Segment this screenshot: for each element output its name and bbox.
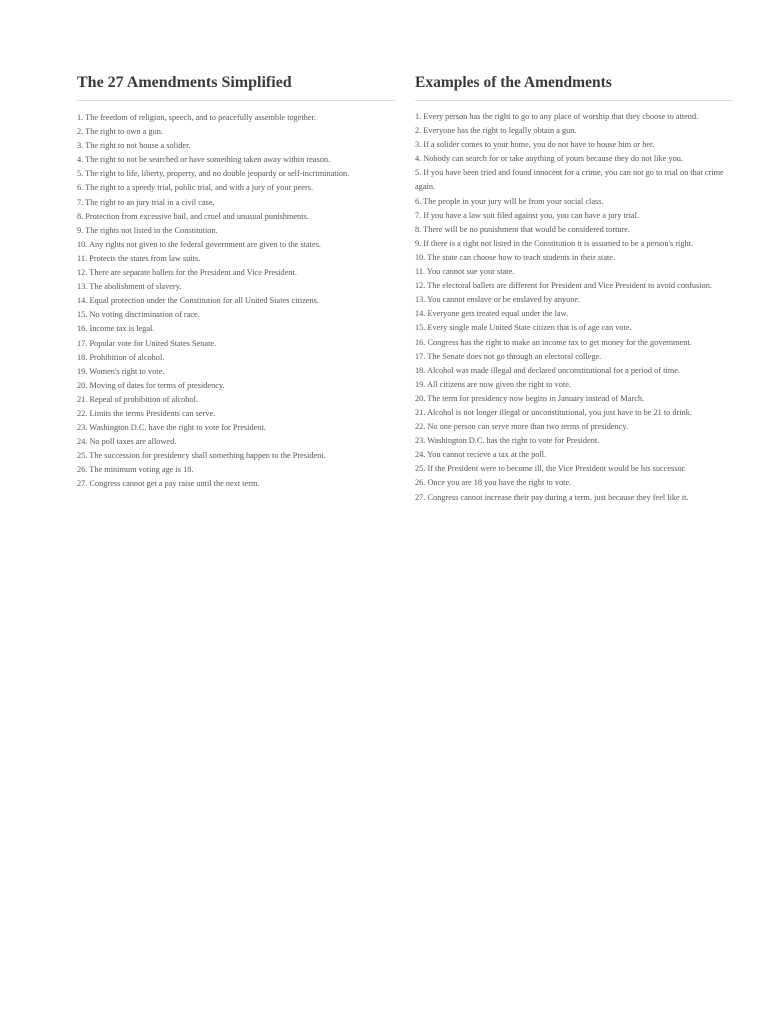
amendment-example-item: 24. You cannot recieve a tax at the poll.	[415, 450, 547, 460]
amendment-summary-item: 22. Limits the terms Presidents can serve.	[77, 408, 216, 418]
amendment-summary-item: 20. Moving of dates for terms of presidency.	[77, 380, 225, 390]
amendment-example-item: 27. Congress cannot increase their pay during a term, just because they feel like it.	[415, 492, 689, 502]
amendment-example-item: 4. Nobody can search for or take anything of yours because they do not like you.	[415, 154, 683, 164]
amendment-example-item: 18. Alcohol was made illegal and declared unconstitutional for a period of time.	[415, 365, 680, 375]
amendment-summary-item: 1. The freedom of religion, speech, and to peacefully assemble together.	[77, 113, 316, 122]
amendment-example-item: 17. The Senate does not go through an electoral college.	[415, 351, 602, 361]
amendment-summary-item: 3. The right to not house a solider.	[77, 141, 191, 151]
amendment-summary-item: 2. The right to own a gun.	[77, 127, 164, 137]
amendment-summary-item: 24. No poll taxes are allowed.	[77, 437, 177, 447]
amendment-examples-list	[415, 110, 733, 505]
amendment-example-item: 13. You cannot enslave or be enslaved by anyone.	[415, 295, 581, 305]
amendment-example-item: 21. Alcohol is not longer illegal or unconstitutional, you just have to be 21 to drink.	[415, 407, 692, 417]
simplified-amendments-title: The 27 Amendments Simplified	[77, 72, 395, 101]
amendment-example-item: 8. There will be no punishment that would be considered torture.	[415, 224, 631, 234]
amendment-summary-item: 16. Income tax is legal.	[77, 324, 155, 334]
amendment-example-item: 2. Everyone has the right to legally obtain a gun.	[415, 126, 577, 136]
amendment-example-item: 10. The state can choose how to teach students in their state.	[415, 252, 616, 262]
amendment-example-item: 12. The electoral ballets are different for President and Vice President to avoid confusion.	[415, 281, 712, 291]
amendment-example-item: 15. Every single male United State citizen that is of age can vote.	[415, 323, 632, 333]
amendment-example-item: 3. If a solider comes to your home, you do not have to house him or her.	[415, 140, 655, 150]
amendment-summary-item: 6. The right to a speedy trial, public trial, and with a jury of your peers.	[77, 183, 314, 193]
amendment-examples-column	[415, 72, 733, 505]
amendment-example-item: 19. All citizens are now given the right to vote.	[415, 379, 571, 389]
amendment-example-item: 11. You cannot sue your state.	[415, 267, 515, 277]
amendment-summary-item: 26. The minimum voting age is 18.	[77, 465, 194, 475]
amendment-example-item: 23. Washington D.C. has the right to vote for President.	[415, 436, 600, 446]
simplified-amendments-list	[77, 111, 395, 492]
amendment-summary-item: 7. The right to an jury trial in a civil case.	[77, 197, 215, 207]
amendment-summary-item: 19. Women's right to vote.	[77, 366, 165, 376]
amendment-example-item: 20. The term for presidency now begins in January instead of March.	[415, 393, 645, 403]
amendment-summary-item: 25. The succession for presidency shall something happen to the President.	[77, 451, 326, 461]
amendment-example-item: 7. If you have a law suit filed against you, you can have a jury trial.	[415, 210, 639, 220]
simplified-amendments-column	[77, 72, 395, 492]
amendment-summary-item: 5. The right to life, liberty, property, and no double jeopardy or self-incrimination.	[77, 169, 350, 179]
amendment-summary-item: 14. Equal protection under the Constitution for all United States citizens.	[77, 296, 319, 306]
amendment-summary-item: 9. The rights not listed in the Constitution.	[77, 225, 218, 235]
amendment-example-item: 5. If you have been tried and found innocent for a crime, you can not go to trial on that crime again.	[415, 168, 724, 192]
amendment-summary-item: 21. Repeal of prohibition of alcohol.	[77, 394, 198, 404]
amendment-example-item: 1. Every person has the right to go to any place of worship that they choose to attend.	[415, 112, 699, 121]
amendment-summary-item: 23. Washington D.C. have the right to vote for President.	[77, 423, 266, 433]
amendment-example-item: 9. If there is a right not listed in the Constitution it is assumed to be a person's right.	[415, 238, 694, 248]
amendment-example-item: 26. Once you are 18 you have the right to vote.	[415, 478, 572, 488]
amendment-summary-item: 12. There are separate ballets for the President and Vice President.	[77, 268, 297, 278]
amendment-summary-item: 10. Any rights not given to the federal government are given to the states.	[77, 239, 322, 249]
amendment-example-item: 22. No one person can serve more than two terms of presidency.	[415, 422, 629, 432]
amendment-summary-item: 18. Prohibition of alcohol.	[77, 352, 165, 362]
amendment-example-item: 6. The people in your jury will be from your social class.	[415, 196, 604, 206]
amendment-example-item: 16. Congress has the right to make an income tax to get money for the government.	[415, 337, 692, 347]
amendment-summary-item: 17. Popular vote for United States Senate.	[77, 338, 217, 348]
amendment-summary-item: 13. The abolishment of slavery.	[77, 282, 182, 292]
amendment-example-item: 14. Everyone gets treated equal under the law.	[415, 309, 569, 319]
amendment-summary-item: 8. Protection from excessive bail, and cruel and unusual punishments.	[77, 211, 309, 221]
amendment-summary-item: 4. The right to not be searched or have something taken away within reason.	[77, 155, 331, 165]
amendment-examples-title: Examples of the Amendments	[415, 72, 733, 101]
amendment-summary-item: 27. Congress cannot get a pay raise until the next term.	[77, 479, 260, 489]
amendment-summary-item: 15. No voting discrimination of race.	[77, 310, 200, 320]
amendment-example-item: 25. If the President were to become ill, the Vice President would be his successor.	[415, 464, 687, 474]
amendment-summary-item: 11. Protects the states from law suits.	[77, 253, 201, 263]
